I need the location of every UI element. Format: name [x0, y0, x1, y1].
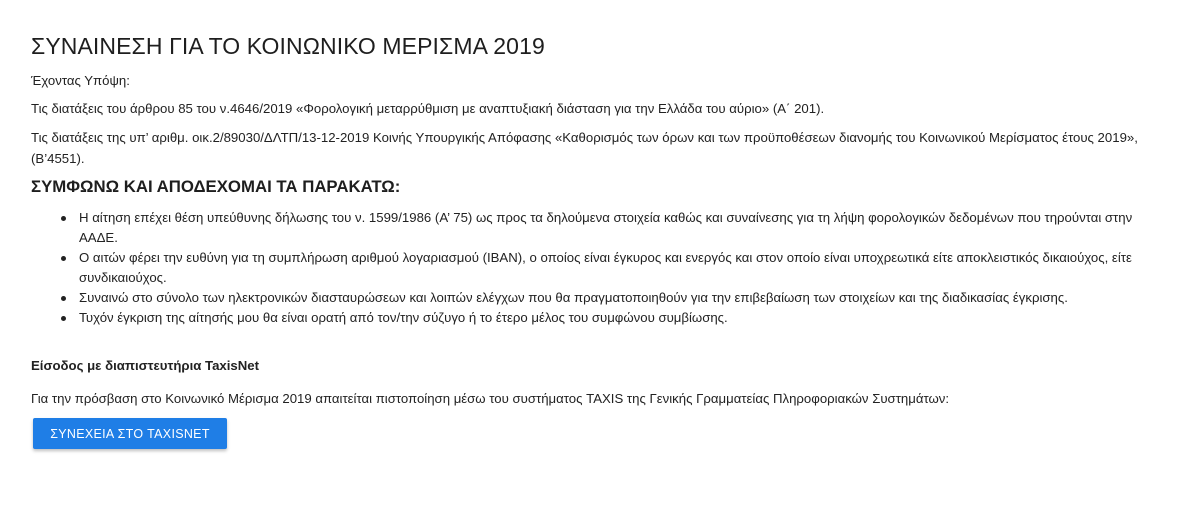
page-title: ΣΥΝΑΙΝΕΣΗ ΓΙΑ ΤΟ ΚΟΙΝΩΝΙΚΟ ΜΕΡΙΣΜΑ 2019 — [31, 33, 545, 59]
provision-1-text: Τις διατάξεις του άρθρου 85 του ν.4646/2019 «Φορολογική μεταρρύθμιση με αναπτυξιακή διάσταση για την Ελλάδα του αύριο» (Α΄ 201). — [31, 101, 825, 116]
provision-2-text: Τις διατάξεις της υπ’ αριθμ. οικ.2/89030/ΔΛΤΠ/13-12-2019 Κοινής Υπουργικής Απόφασης «Καθορισμός των όρων και των προϋποθέσεων διανομής του Κοινωνικού Μερίσματος έτους 2019», (Β’4551). — [31, 130, 1138, 166]
term-item: Τυχόν έγκριση της αίτησής μου θα είναι ορατή από τον/την σύζυγο ή το έτερο μέλος του συμφώνου συμβίωσης. — [55, 308, 1165, 328]
agree-heading: ΣΥΜΦΩΝΩ ΚΑΙ ΑΠΟΔΕΧΟΜΑΙ ΤΑ ΠΑΡΑΚΑΤΩ: — [31, 177, 401, 196]
login-heading: Είσοδος με διαπιστευτήρια TaxisNet — [31, 358, 259, 373]
term-item: Η αίτηση επέχει θέση υπεύθυνης δήλωσης του ν. 1599/1986 (Α’ 75) ως προς τα δηλούμενα στοιχεία καθώς και συναίνεσης για τη λήψη φορολογικών δεδομένων που τηρούνται στην ΑΑΔΕ. — [55, 208, 1165, 248]
term-item: Ο αιτών φέρει την ευθύνη για τη συμπλήρωση αριθμού λογαριασμού (IBAN), ο οποίος είναι έγκυρος και ενεργός και στον οποίο είναι υποχρεωτικά είτε αποκλειστικός δικαιούχος, είτε συνδικαιούχος. — [55, 248, 1165, 288]
considering-label: Έχοντας Υπόψη: — [31, 73, 130, 88]
login-description: Για την πρόσβαση στο Κοινωνικό Μέρισμα 2019 απαιτείται πιστοποίηση μέσω του συστήματος TAXIS της Γενικής Γραμματείας Πληροφοριακών Συστημάτων: — [31, 391, 950, 406]
term-item: Συναινώ στο σύνολο των ηλεκτρονικών διασταυρώσεων και λοιπών ελέγχων που θα πραγματοποιηθούν για την επιβεβαίωση των στοιχείων και της διαδικασίας έγκρισης. — [55, 288, 1165, 308]
continue-to-taxisnet-button[interactable]: ΣΥΝΕΧΕΙΑ ΣΤΟ TAXISNET — [33, 418, 227, 449]
terms-list — [55, 208, 1165, 328]
